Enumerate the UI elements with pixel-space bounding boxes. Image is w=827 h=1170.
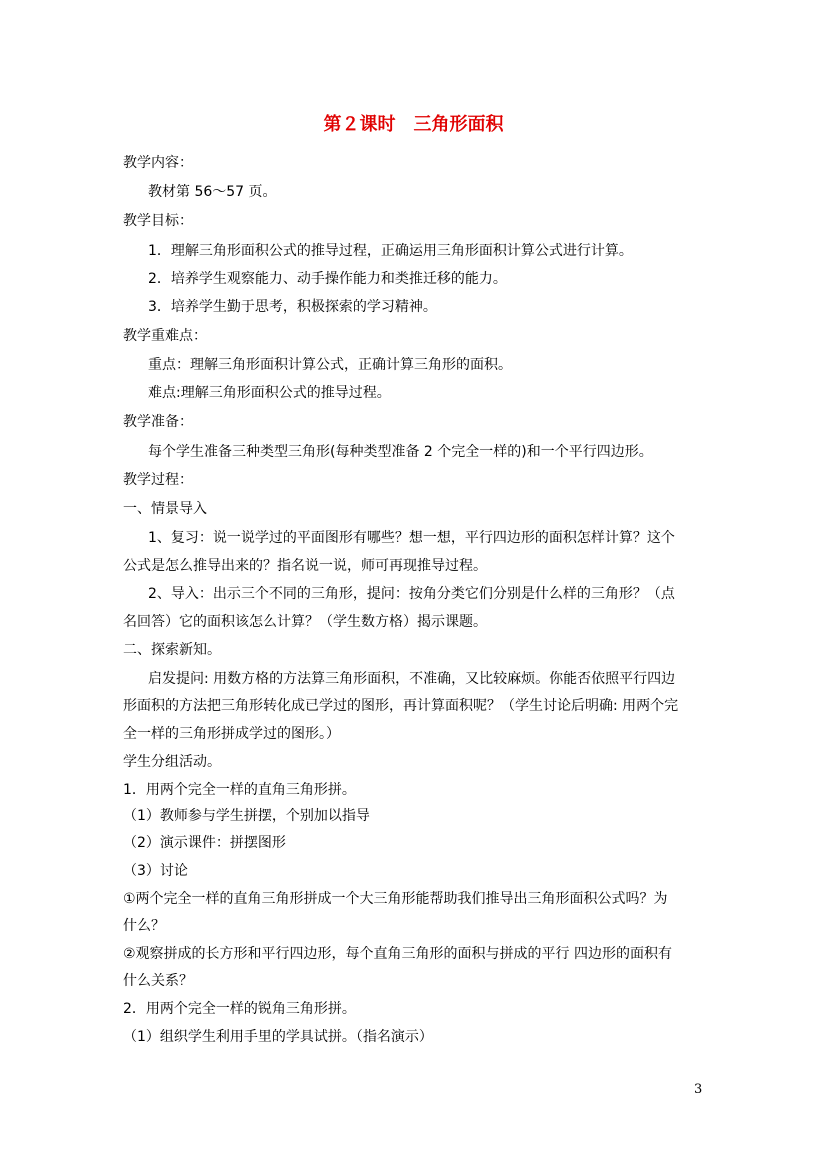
inspire-line: 启发提问: 用数方格的方法算三角形面积，不准确，又比较麻烦。你能否依照平行四边 — [148, 671, 676, 687]
intro-line: 名回答）它的面积该怎么计算？（学生数方格）揭示课题。 — [123, 614, 487, 630]
process-heading: 教学过程： — [123, 472, 193, 488]
question-line: ①两个完全一样的直角三角形拼成一个大三角形能帮助我们推导出三角形面积公式吗？为 — [123, 891, 668, 907]
intro-line: 2、导入：出示三个不同的三角形，提问：按角分类它们分别是什么样的三角形？（点 — [148, 586, 675, 602]
key-point: 重点：理解三角形面积计算公式，正确计算三角形的面积。 — [148, 357, 512, 373]
prep-text: 每个学生准备三种类型三角形(每种类型准备 2 个完全一样的)和一个平行四边形。 — [148, 444, 653, 460]
prep-heading: 教学准备： — [123, 414, 193, 430]
content-heading: 教学内容： — [123, 155, 193, 171]
objective-item: 3．培养学生勤于思考，积极探索的学习精神。 — [148, 299, 437, 315]
question-line: 什么关系？ — [123, 973, 193, 989]
part1-heading: 一、情景导入 — [123, 501, 207, 517]
review-line: 1、复习：说一说学过的平面图形有哪些？想一想，平行四边形的面积怎样计算？这个 — [148, 530, 675, 546]
lesson-title: 第２课时 三角形面积 — [323, 114, 504, 135]
content-text: 教材第 56～57 页。 — [148, 184, 277, 200]
step2: 2．用两个完全一样的锐角三角形拼。 — [123, 1001, 356, 1017]
review-line: 公式是怎么推导出来的？指名说一说，师可再现推导过程。 — [123, 558, 487, 574]
inspire-line: 形面积的方法把三角形转化成已学过的图形，再计算面积呢？（学生讨论后明确: 用两个完 — [123, 698, 679, 714]
difficult-point: 难点:理解三角形面积公式的推导过程。 — [148, 385, 391, 401]
inspire-line: 全一样的三角形拼成学过的图形。） — [123, 726, 340, 742]
question-line: ②观察拼成的长方形和平行四边形，每个直角三角形的面积与拼成的平行 四边形的面积有 — [123, 946, 672, 962]
step1-b: （2）演示课件：拼摆图形 — [123, 835, 286, 851]
objective-item: 2．培养学生观察能力、动手操作能力和类推迁移的能力。 — [148, 271, 507, 287]
step1-a: （1）教师参与学生拼摆，个别加以指导 — [123, 808, 370, 824]
group-activity: 学生分组活动。 — [123, 754, 221, 770]
objectives-heading: 教学目标： — [123, 213, 193, 229]
part2-heading: 二、探索新知。 — [123, 642, 221, 658]
step2-a: （1）组织学生利用手里的学具试拼。（指名演示） — [123, 1029, 433, 1045]
key-heading: 教学重难点： — [123, 328, 207, 344]
page-number: 3 — [694, 1082, 703, 1097]
question-line: 什么？ — [123, 918, 165, 934]
step1: 1．用两个完全一样的直角三角形拼。 — [123, 782, 356, 798]
objective-item: 1．理解三角形面积公式的推导过程，正确运用三角形面积计算公式进行计算。 — [148, 243, 633, 259]
step1-c: （3）讨论 — [123, 863, 188, 879]
